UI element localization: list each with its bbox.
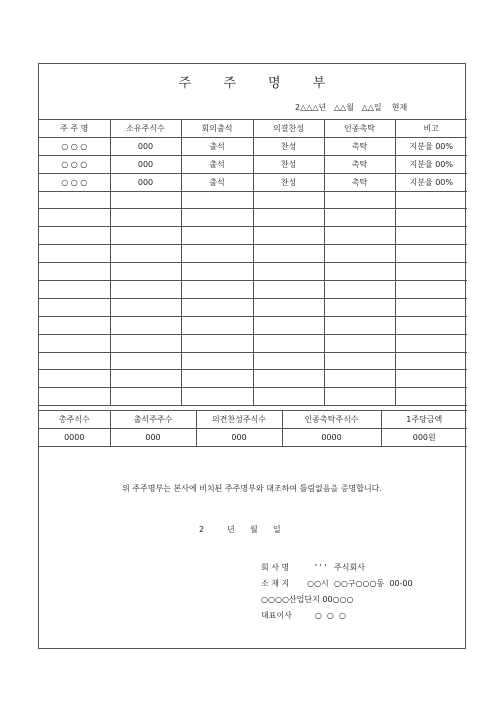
empty-cell: [110, 316, 181, 334]
header-cell: 회의출석: [181, 120, 253, 138]
empty-cell: [324, 245, 395, 263]
empty-cell: [324, 263, 395, 281]
empty-table-row: [39, 334, 467, 352]
empty-cell: [181, 334, 253, 352]
shareholder-name-cell: ○ ○ ○: [39, 173, 110, 191]
attendance-cell: 출석: [181, 173, 253, 191]
empty-cell: [39, 209, 110, 227]
empty-cell: [324, 370, 395, 388]
shareholder-table: [39, 119, 467, 406]
empty-cell: [395, 227, 467, 245]
empty-cell: [395, 245, 467, 263]
empty-cell: [39, 245, 110, 263]
header-cell: 비고: [395, 120, 467, 138]
company-ceo-line: [261, 610, 346, 621]
remark-cell: 지분율 00%: [395, 155, 467, 173]
summary-header-cell: 출석주주수: [110, 411, 196, 429]
company-address-label: 소 재 지: [261, 579, 290, 588]
empty-cell: [324, 298, 395, 316]
company-address-line2: ○○○○산업단지 00○○○: [261, 595, 354, 604]
empty-cell: [253, 209, 324, 227]
empty-cell: [253, 352, 324, 370]
empty-cell: [181, 388, 253, 406]
empty-cell: [110, 227, 181, 245]
empty-cell: [253, 263, 324, 281]
summary-value-row: [39, 429, 467, 447]
summary-header-cell: 총주식수: [39, 411, 110, 429]
company-name-label: 회 사 명: [261, 563, 290, 572]
summary-header-cell: 인종촉탁주식수: [282, 411, 381, 429]
empty-table-row: [39, 245, 467, 263]
empty-cell: [395, 370, 467, 388]
empty-table-row: [39, 227, 467, 245]
empty-cell: [110, 263, 181, 281]
empty-cell: [253, 191, 324, 209]
empty-cell: [253, 227, 324, 245]
empty-cell: [395, 316, 467, 334]
signature-date: 2 년 월 일: [199, 525, 281, 534]
company-ceo-label: 대표이사: [261, 611, 292, 620]
empty-cell: [395, 263, 467, 281]
table-row: [39, 173, 467, 191]
empty-cell: [324, 316, 395, 334]
empty-table-row: [39, 370, 467, 388]
empty-cell: [39, 227, 110, 245]
proxy-cell: 촉탁: [324, 173, 395, 191]
empty-cell: [181, 316, 253, 334]
empty-cell: [181, 209, 253, 227]
empty-cell: [181, 245, 253, 263]
empty-cell: [110, 352, 181, 370]
summary-value-cell: 000: [196, 429, 282, 447]
attendance-cell: 출석: [181, 137, 253, 155]
summary-value-cell: 000원: [381, 429, 467, 447]
empty-cell: [324, 352, 395, 370]
empty-cell: [253, 334, 324, 352]
empty-cell: [39, 281, 110, 299]
empty-cell: [324, 281, 395, 299]
remark-cell: 지분율 00%: [395, 137, 467, 155]
empty-table-row: [39, 263, 467, 281]
proxy-cell: 촉탁: [324, 155, 395, 173]
proxy-cell: 촉탁: [324, 137, 395, 155]
empty-cell: [181, 227, 253, 245]
empty-table-row: [39, 209, 467, 227]
empty-cell: [39, 388, 110, 406]
empty-cell: [395, 281, 467, 299]
company-address-line: [261, 578, 413, 589]
summary-value-cell: 0000: [39, 429, 110, 447]
shares-cell: 000: [110, 173, 181, 191]
company-name-line: [261, 562, 365, 573]
header-cell: 소유주식수: [110, 120, 181, 138]
empty-cell: [253, 298, 324, 316]
document-title: 주 주 명 부: [178, 76, 340, 91]
summary-header-cell: 의견찬성주식수: [196, 411, 282, 429]
vote-cell: 찬성: [253, 137, 324, 155]
empty-cell: [39, 191, 110, 209]
table-row: [39, 137, 467, 155]
empty-cell: [181, 191, 253, 209]
empty-cell: [39, 316, 110, 334]
document-page: [38, 63, 466, 649]
shares-cell: 000: [110, 137, 181, 155]
empty-cell: [324, 388, 395, 406]
empty-cell: [39, 352, 110, 370]
empty-cell: [110, 298, 181, 316]
empty-cell: [110, 245, 181, 263]
empty-table-row: [39, 316, 467, 334]
company-ceo-value: ○ ○ ○: [314, 611, 346, 620]
remark-cell: 지분율 00%: [395, 173, 467, 191]
empty-cell: [39, 370, 110, 388]
attendance-cell: 출석: [181, 155, 253, 173]
empty-table-row: [39, 388, 467, 406]
empty-cell: [181, 370, 253, 388]
empty-cell: [253, 388, 324, 406]
summary-table: [39, 410, 467, 447]
header-cell: 주 주 명: [39, 120, 110, 138]
empty-cell: [39, 263, 110, 281]
empty-cell: [181, 263, 253, 281]
shares-cell: 000: [110, 155, 181, 173]
empty-cell: [181, 298, 253, 316]
summary-header-cell: 1주당금액: [381, 411, 467, 429]
table-row: [39, 155, 467, 173]
empty-cell: [253, 245, 324, 263]
summary-value-cell: 000: [110, 429, 196, 447]
company-address-value: ○○시 ○○구○○○동 00-00: [307, 579, 413, 588]
summary-header-row: [39, 411, 467, 429]
summary-value-cell: 0000: [282, 429, 381, 447]
empty-cell: [110, 370, 181, 388]
table-header-row: [39, 120, 467, 138]
empty-cell: [253, 281, 324, 299]
shareholder-name-cell: ○ ○ ○: [39, 155, 110, 173]
shareholder-table-body: [39, 120, 467, 406]
empty-cell: [181, 281, 253, 299]
empty-cell: [39, 334, 110, 352]
empty-cell: [110, 191, 181, 209]
empty-cell: [181, 352, 253, 370]
empty-cell: [39, 298, 110, 316]
empty-cell: [395, 209, 467, 227]
empty-cell: [395, 298, 467, 316]
empty-cell: [110, 334, 181, 352]
empty-cell: [324, 209, 395, 227]
certification-statement: 위 주주명부는 본사에 비치된 주주명부와 대조하여 틀림없음을 증명합니다.: [122, 484, 382, 493]
empty-table-row: [39, 298, 467, 316]
vote-cell: 찬성: [253, 173, 324, 191]
empty-cell: [395, 352, 467, 370]
header-cell: 인종촉탁: [324, 120, 395, 138]
vote-cell: 찬성: [253, 155, 324, 173]
empty-table-row: [39, 191, 467, 209]
empty-cell: [110, 209, 181, 227]
empty-cell: [253, 370, 324, 388]
date-line: 2△△△년 △△월 △△일 현재: [295, 103, 408, 112]
empty-cell: [324, 334, 395, 352]
empty-cell: [324, 191, 395, 209]
empty-cell: [110, 281, 181, 299]
empty-table-row: [39, 281, 467, 299]
company-name-value: ' ' ' 주식회사: [314, 563, 365, 572]
empty-cell: [395, 388, 467, 406]
header-cell: 의결찬성: [253, 120, 324, 138]
empty-table-row: [39, 352, 467, 370]
empty-cell: [395, 334, 467, 352]
empty-cell: [395, 191, 467, 209]
empty-cell: [324, 227, 395, 245]
shareholder-name-cell: ○ ○ ○: [39, 137, 110, 155]
empty-cell: [253, 316, 324, 334]
empty-cell: [110, 388, 181, 406]
